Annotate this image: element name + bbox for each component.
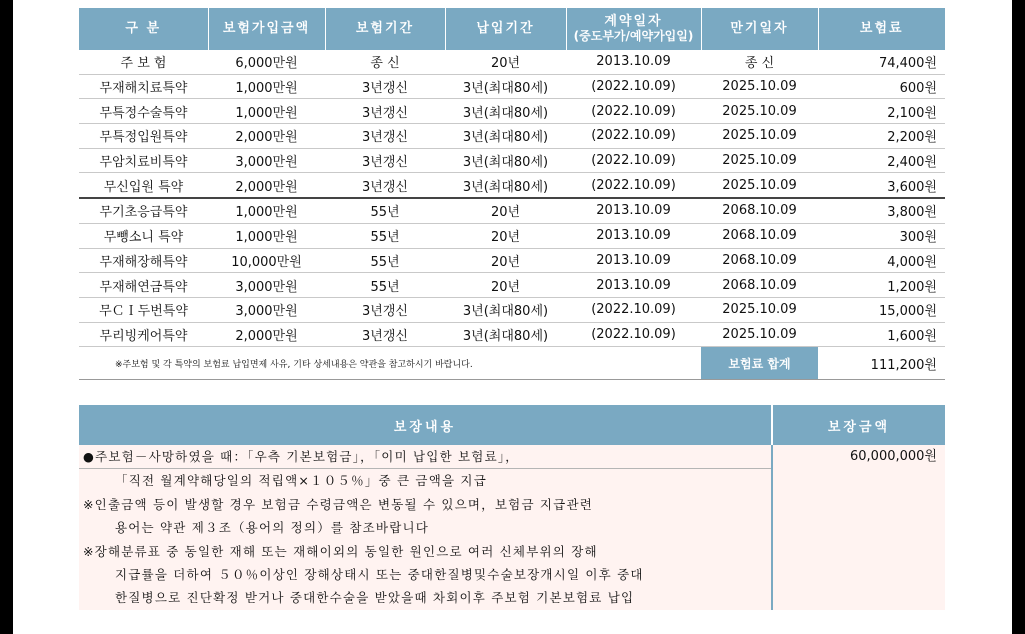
premium-row [79, 297, 945, 322]
cell-payment-period: 20년 [445, 198, 566, 223]
cell-insurance-period: 3년갱신 [325, 173, 445, 198]
cell-category: 무기초응급특약 [79, 198, 208, 223]
cell-payment-period: 20년 [445, 273, 566, 298]
cell-payment-period: 3년(최대80세) [445, 124, 566, 149]
cell-premium: 3,600원 [818, 173, 945, 198]
cell-insured-amount: 3,000만원 [208, 148, 325, 173]
cell-maturity-date: 2068.10.09 [701, 223, 818, 248]
cell-insurance-period: 3년갱신 [325, 322, 445, 347]
premium-row [79, 322, 945, 347]
cell-category: 무신입원 특약 [79, 173, 208, 198]
header-premium: 보험료 [818, 8, 945, 50]
cell-premium: 74,400원 [818, 50, 945, 74]
premium-table-header [79, 8, 945, 50]
cell-category: 무특정입원특약 [79, 124, 208, 149]
coverage-line: 용어는 약관 제３조（용어의 정의）를 참조바랍니다 [115, 520, 430, 536]
cell-contract-date: (2022.10.09) [566, 148, 701, 173]
premium-row [79, 273, 945, 298]
coverage-line: ※장해분류표 중 동일한 재해 또는 재해이외의 동일한 원인으로 여러 신체부위의 장해 [83, 543, 598, 559]
header-contract-date-main: 계약일자 [604, 14, 663, 29]
header-payment-period: 납입기간 [445, 8, 566, 50]
cell-premium: 2,100원 [818, 99, 945, 124]
cell-payment-period: 20년 [445, 223, 566, 248]
cell-insured-amount: 1,000만원 [208, 223, 325, 248]
cell-insurance-period: 3년갱신 [325, 124, 445, 149]
cell-maturity-date: 2025.10.09 [701, 322, 818, 347]
cell-premium: 1,200원 [818, 273, 945, 298]
cell-maturity-date: 2025.10.09 [701, 148, 818, 173]
premium-total-label: 보험료 합계 [701, 347, 818, 380]
cell-insurance-period: 3년갱신 [325, 297, 445, 322]
coverage-header-desc: 보장내용 [79, 405, 772, 445]
cell-insurance-period: 3년갱신 [325, 99, 445, 124]
cell-maturity-date: 2025.10.09 [701, 173, 818, 198]
cell-maturity-date: 2025.10.09 [701, 297, 818, 322]
cell-category: 무암치료비특약 [79, 148, 208, 173]
coverage-line: ●주보험－사망하였을 때：「우측 기본보험금」，「이미 납입한 보험료」， [83, 449, 520, 464]
cell-insurance-period: 종 신 [325, 50, 445, 74]
premium-table [79, 8, 945, 380]
premium-row [79, 99, 945, 124]
cell-payment-period: 20년 [445, 50, 566, 74]
premium-row [79, 148, 945, 173]
premium-row [79, 124, 945, 149]
cell-category: 무리빙케어특약 [79, 322, 208, 347]
cell-insured-amount: 1,000만원 [208, 198, 325, 223]
coverage-amount-cell [772, 445, 945, 610]
premium-row [79, 173, 945, 198]
cell-insurance-period: 3년갱신 [325, 148, 445, 173]
cell-insured-amount: 3,000만원 [208, 273, 325, 298]
premium-total-value: 111,200원 [818, 347, 945, 380]
cell-payment-period: 3년(최대80세) [445, 74, 566, 99]
header-contract-date [566, 8, 701, 50]
cell-insured-amount: 1,000만원 [208, 99, 325, 124]
cell-contract-date: 2013.10.09 [566, 273, 701, 298]
cell-category: 무재해연금특약 [79, 273, 208, 298]
premium-table-body [79, 50, 945, 347]
cell-contract-date: 2013.10.09 [566, 248, 701, 273]
cell-premium: 1,600원 [818, 322, 945, 347]
coverage-line: ※인출금액 등이 발생할 경우 보험금 수령금액은 변동될 수 있으며，보험금 지급관련 [83, 496, 594, 512]
cell-contract-date: 2013.10.09 [566, 223, 701, 248]
cell-insured-amount: 2,000만원 [208, 173, 325, 198]
premium-table-footer [79, 347, 945, 380]
cell-premium: 2,200원 [818, 124, 945, 149]
cell-insurance-period: 55년 [325, 198, 445, 223]
cell-contract-date: (2022.10.09) [566, 322, 701, 347]
premium-row [79, 248, 945, 273]
cell-contract-date: (2022.10.09) [566, 173, 701, 198]
cell-category: 무재해치료특약 [79, 74, 208, 99]
cell-premium: 15,000원 [818, 297, 945, 322]
header-category: 구 분 [79, 8, 208, 50]
cell-payment-period: 20년 [445, 248, 566, 273]
cell-contract-date: (2022.10.09) [566, 297, 701, 322]
cell-maturity-date: 2025.10.09 [701, 99, 818, 124]
cell-insured-amount: 6,000만원 [208, 50, 325, 74]
coverage-description [79, 445, 772, 610]
cell-premium: 3,800원 [818, 198, 945, 223]
premium-row [79, 74, 945, 99]
cell-premium: 300원 [818, 223, 945, 248]
coverage-header-amount: 보장금액 [772, 405, 945, 445]
cell-category: 주 보 험 [79, 50, 208, 74]
cell-insurance-period: 3년갱신 [325, 74, 445, 99]
header-maturity-date: 만기일자 [701, 8, 818, 50]
cell-category: 무특정수술특약 [79, 99, 208, 124]
coverage-line: 지급률을 더하여 ５０％이상인 장해상태시 또는 중대한질병및수술보장개시일 이후 중대 [115, 566, 644, 582]
cell-premium: 2,400원 [818, 148, 945, 173]
header-insured-amount: 보험가입금액 [208, 8, 325, 50]
cell-maturity-date: 2068.10.09 [701, 248, 818, 273]
cell-insurance-period: 55년 [325, 273, 445, 298]
cell-insured-amount: 3,000만원 [208, 297, 325, 322]
cell-payment-period: 3년(최대80세) [445, 99, 566, 124]
coverage-amount: 60,000,000원 [850, 449, 937, 464]
cell-payment-period: 3년(최대80세) [445, 322, 566, 347]
cell-insured-amount: 10,000만원 [208, 248, 325, 273]
cell-insurance-period: 55년 [325, 248, 445, 273]
coverage-line: 한질병으로 진단확정 받거나 중대한수술을 받았을때 차회이후 주보험 기본보험료 납입 [115, 590, 635, 606]
cell-contract-date: 2013.10.09 [566, 50, 701, 74]
cell-insurance-period: 55년 [325, 223, 445, 248]
cell-contract-date: (2022.10.09) [566, 99, 701, 124]
cell-insured-amount: 1,000만원 [208, 74, 325, 99]
cell-maturity-date: 2068.10.09 [701, 273, 818, 298]
cell-maturity-date: 2025.10.09 [701, 74, 818, 99]
header-contract-date-sub: (중도부가/예약가입일) [573, 29, 694, 43]
cell-insured-amount: 2,000만원 [208, 124, 325, 149]
cell-payment-period: 3년(최대80세) [445, 297, 566, 322]
cell-category: 무뺑소니 특약 [79, 223, 208, 248]
cell-contract-date: (2022.10.09) [566, 74, 701, 99]
cell-maturity-date: 종 신 [701, 50, 818, 74]
cell-contract-date: (2022.10.09) [566, 124, 701, 149]
document-page [13, 0, 1012, 634]
premium-row [79, 198, 945, 223]
premium-row [79, 50, 945, 74]
coverage-table [79, 405, 945, 610]
cell-category: 무재해장해특약 [79, 248, 208, 273]
cell-payment-period: 3년(최대80세) [445, 173, 566, 198]
cell-insured-amount: 2,000만원 [208, 322, 325, 347]
cell-maturity-date: 2068.10.09 [701, 198, 818, 223]
cell-contract-date: 2013.10.09 [566, 198, 701, 223]
header-insurance-period: 보험기간 [325, 8, 445, 50]
cell-category: 무ＣＩ두번특약 [79, 297, 208, 322]
premium-note: ※주보험 및 각 특약의 보험료 납입면제 사유, 기타 상세내용은 약관을 참고하시기 바랍니다. [79, 347, 701, 380]
coverage-line: 「직전 월계약해당일의 적립액×１０５％」중 큰 금액을 지급 [79, 468, 771, 492]
cell-premium: 4,000원 [818, 248, 945, 273]
premium-row [79, 223, 945, 248]
cell-payment-period: 3년(최대80세) [445, 148, 566, 173]
cell-maturity-date: 2025.10.09 [701, 124, 818, 149]
cell-premium: 600원 [818, 74, 945, 99]
